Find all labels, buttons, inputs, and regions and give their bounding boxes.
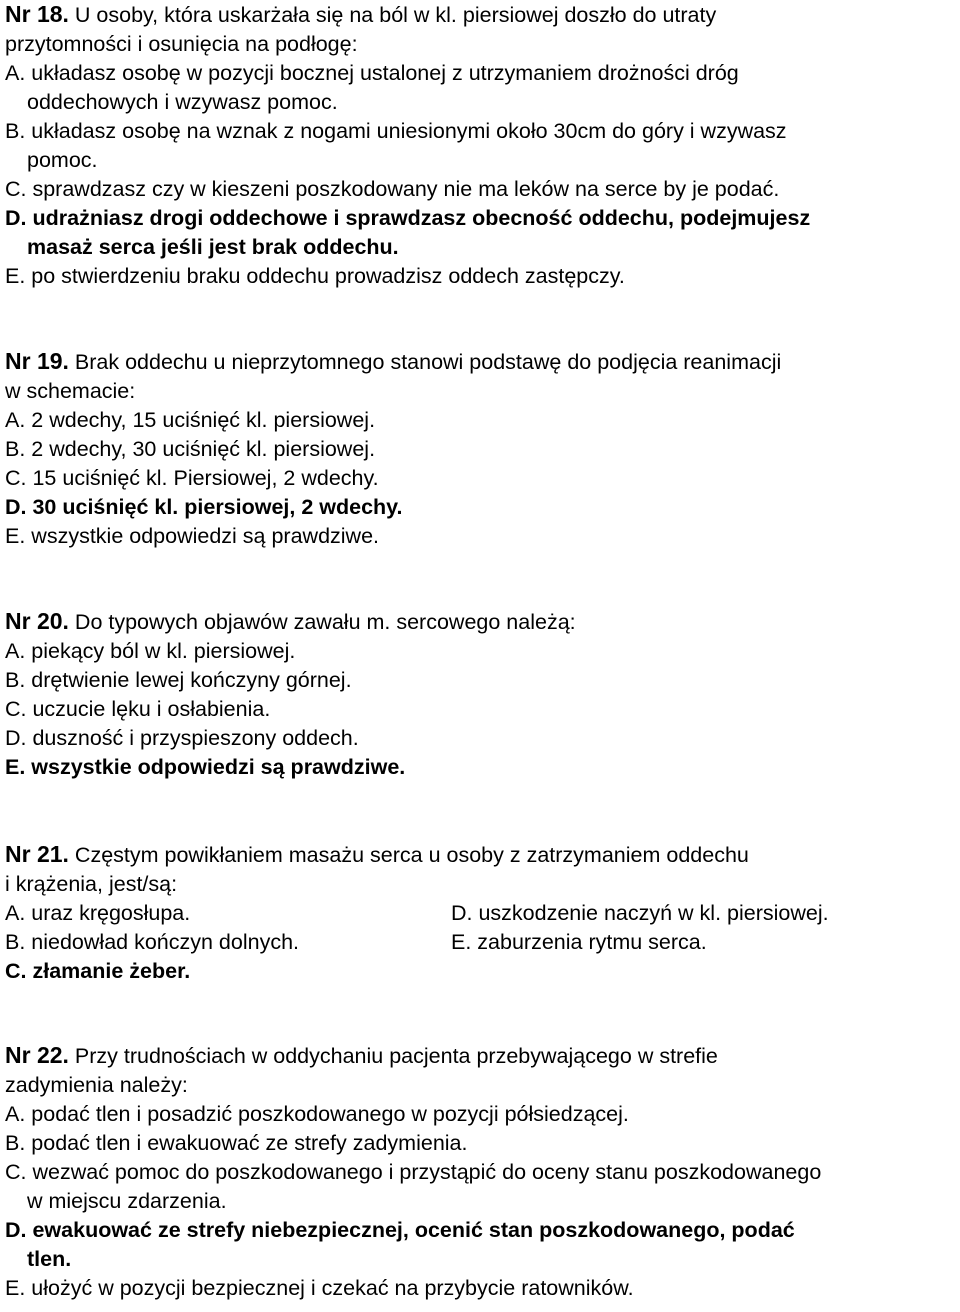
answer-b-continued: pomoc.: [27, 148, 98, 172]
answer-d-continued: tlen.: [27, 1247, 72, 1271]
question-21: [5, 840, 955, 986]
answer-d-correct: D. ewakuować ze strefy niebezpiecznej, ocenić stan poszkodowanego, podać: [5, 1218, 795, 1242]
answer-a: A. podać tlen i posadzić poszkodowanego w pozycji półsiedzącej.: [5, 1102, 629, 1126]
answer-c: C. wezwać pomoc do poszkodowanego i przystąpić do oceny stanu poszkodowanego: [5, 1160, 822, 1184]
answer-a: A. układasz osobę w pozycji bocznej ustalonej z utrzymaniem drożności dróg: [5, 61, 739, 85]
question-19-stem-line-1: [5, 347, 955, 377]
question-number: Nr 19.: [5, 348, 69, 374]
answer-e: E. zaburzenia rytmu serca.: [451, 930, 707, 954]
question-stem-continued: w schemacie:: [5, 379, 136, 403]
answer-c: C. uczucie lęku i osłabienia.: [5, 697, 271, 721]
answer-b: B. układasz osobę na wznak z nogami uniesionymi około 30cm do góry i wzywasz: [5, 119, 787, 143]
answer-a: A. piekący ból w kl. piersiowej.: [5, 639, 296, 663]
question-stem: Przy trudnościach w oddychaniu pacjenta przebywającego w strefie: [68, 1044, 718, 1068]
question-stem: Brak oddechu u nieprzytomnego stanowi podstawę do podjęcia reanimacji: [68, 350, 782, 374]
answer-c-continued: w miejscu zdarzenia.: [27, 1189, 227, 1213]
question-stem-continued: zadymienia należy:: [5, 1073, 188, 1097]
question-stem-continued: przytomności i osunięcia na podłogę:: [5, 32, 358, 56]
question-stem: U osoby, która uskarżała się na ból w kl. piersiowej doszło do utraty: [68, 3, 717, 27]
answer-d-correct: D. udrażniasz drogi oddechowe i sprawdzasz obecność oddechu, podejmujesz: [5, 206, 811, 230]
question-number: Nr 18.: [5, 1, 69, 27]
answer-e: E. ułożyć w pozycji bezpiecznej i czekać na przybycie ratowników.: [5, 1276, 634, 1300]
answer-e: E. po stwierdzeniu braku oddechu prowadzisz oddech zastępczy.: [5, 264, 625, 288]
answer-d: D. duszność i przyspieszony oddech.: [5, 726, 359, 750]
answer-b: B. drętwienie lewej kończyny górnej.: [5, 668, 352, 692]
question-21-stem-line-1: [5, 840, 955, 870]
question-stem: Do typowych objawów zawału m. sercowego należą:: [68, 610, 576, 634]
answer-a: A. 2 wdechy, 15 uciśnięć kl. piersiowej.: [5, 408, 376, 432]
question-number: Nr 20.: [5, 608, 69, 634]
answer-b: B. 2 wdechy, 30 uciśnięć kl. piersiowej.: [5, 437, 376, 461]
question-number: Nr 22.: [5, 1042, 69, 1068]
answer-d-continued: masaż serca jeśli jest brak oddechu.: [27, 235, 399, 259]
question-18: [5, 0, 955, 291]
answer-b: B. podać tlen i ewakuować ze strefy zadymienia.: [5, 1131, 468, 1155]
question-number: Nr 21.: [5, 841, 69, 867]
answer-b: B. niedowład kończyn dolnych.: [5, 930, 300, 954]
answer-a: A. uraz kręgosłupa.: [5, 901, 191, 925]
question-19: [5, 347, 955, 551]
question-stem: Częstym powikłaniem masażu serca u osoby z zatrzymaniem oddechu: [68, 843, 749, 867]
answer-e: E. wszystkie odpowiedzi są prawdziwe.: [5, 524, 380, 548]
question-22: [5, 1041, 955, 1303]
answer-c: C. 15 uciśnięć kl. Piersiowej, 2 wdechy.: [5, 466, 379, 490]
question-18-stem-line-1: [5, 0, 955, 30]
answer-c: C. sprawdzasz czy w kieszeni poszkodowany nie ma leków na serce by je podać.: [5, 177, 780, 201]
answer-c-correct: C. złamanie żeber.: [5, 959, 191, 983]
answer-d: D. uszkodzenie naczyń w kl. piersiowej.: [451, 901, 829, 925]
answer-a-continued: oddechowych i wzywasz pomoc.: [27, 90, 338, 114]
answer-row-a-d: [5, 899, 955, 928]
question-22-stem-line-1: [5, 1041, 955, 1071]
question-20-stem: [5, 607, 955, 637]
question-stem-continued: i krążenia, jest/są:: [5, 872, 178, 896]
answer-d-correct: D. 30 uciśnięć kl. piersiowej, 2 wdechy.: [5, 495, 403, 519]
answer-e-correct: E. wszystkie odpowiedzi są prawdziwe.: [5, 755, 406, 779]
question-20: [5, 607, 955, 782]
answer-row-b-e: [5, 928, 955, 957]
